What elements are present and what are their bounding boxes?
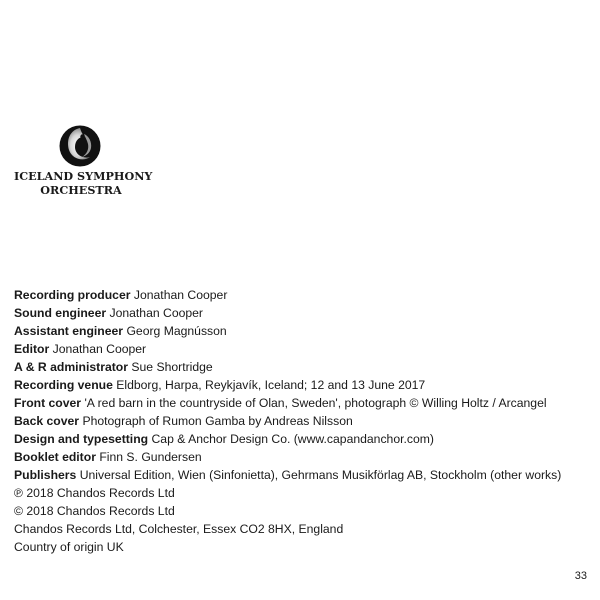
credit-booklet-editor (14, 448, 592, 466)
credit-value: Country of origin UK (14, 540, 124, 554)
credit-assistant-engineer (14, 322, 592, 340)
credit-value: Eldborg, Harpa, Reykjavík, Iceland; 12 and 13 June 2017 (116, 378, 426, 392)
credit-value: Sue Shortridge (131, 360, 213, 374)
credit-label: Recording venue (14, 378, 113, 392)
phonographic-copyright (14, 484, 592, 502)
credit-value: 'A red barn in the countryside of Olan, Sweden', photograph © Willing Holtz / Arcangel (84, 396, 547, 410)
credit-back-cover (14, 412, 592, 430)
logo-text-line-2: ORCHESTRA (40, 183, 122, 197)
logo-text-line-1: ICELAND SYMPHONY (14, 169, 153, 183)
credit-value: © 2018 Chandos Records Ltd (14, 504, 175, 518)
credit-value: Jonathan Cooper (109, 306, 203, 320)
credits-list (14, 286, 592, 556)
credit-label: A & R administrator (14, 360, 128, 374)
credit-label: Back cover (14, 414, 80, 428)
credit-ar-administrator (14, 358, 592, 376)
credit-editor (14, 340, 592, 358)
credit-value: Cap & Anchor Design Co. (www.capandanchor.com) (151, 432, 434, 446)
credit-value: Finn S. Gundersen (99, 450, 202, 464)
country-of-origin (14, 538, 592, 556)
credit-value: Jonathan Cooper (133, 288, 228, 302)
credit-label: Editor (14, 342, 50, 356)
credit-value: Chandos Records Ltd, Colchester, Essex CO2 8HX, England (14, 522, 344, 536)
credit-value: Photograph of Rumon Gamba by Andreas Nilsson (82, 414, 353, 428)
credit-value: Universal Edition, Wien (Sinfonietta), Gehrmans Musikförlag AB, Stockholm (other works) (79, 468, 562, 482)
credit-recording-producer (14, 286, 592, 304)
credit-value: Georg Magnússon (126, 324, 227, 338)
credit-label: Publishers (14, 468, 77, 482)
credit-label: Design and typesetting (14, 432, 149, 446)
credit-front-cover (14, 394, 592, 412)
credit-design-typesetting (14, 430, 592, 448)
credit-label: Booklet editor (14, 450, 96, 464)
credit-value: ℗ 2018 Chandos Records Ltd (14, 486, 175, 500)
credit-sound-engineer (14, 304, 592, 322)
credit-recording-venue (14, 376, 592, 394)
credit-value: Jonathan Cooper (52, 342, 147, 356)
credit-label: Recording producer (14, 288, 131, 302)
copyright (14, 502, 592, 520)
page-number: 33 (574, 570, 587, 582)
credit-publishers (14, 466, 592, 484)
label-address (14, 520, 592, 538)
orchestra-logo (14, 124, 153, 197)
credit-label: Front cover (14, 396, 82, 410)
orchestra-emblem-icon (58, 124, 102, 168)
credit-label: Sound engineer (14, 306, 107, 320)
credit-label: Assistant engineer (14, 324, 124, 338)
